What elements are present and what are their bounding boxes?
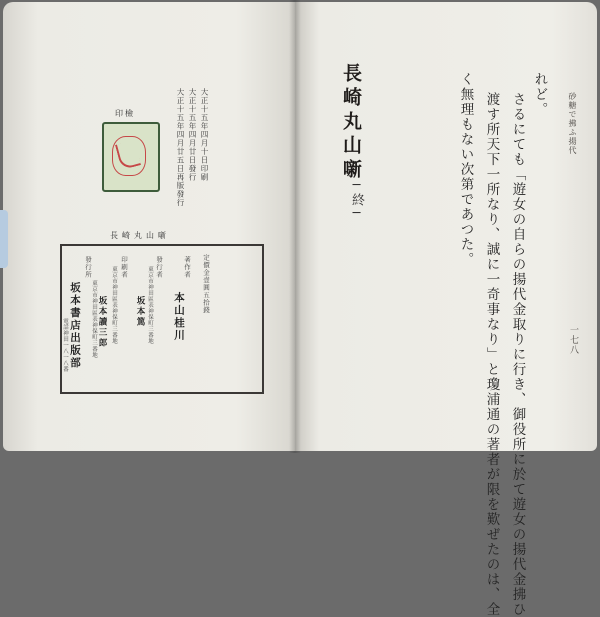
- issue-date: 大正十五年四月廿日發行: [188, 88, 197, 182]
- publishing-house-phone: 電話神田一八一八番: [62, 318, 68, 372]
- author-label: 著作者: [183, 256, 191, 279]
- author-name: 本山桂川: [173, 292, 185, 342]
- price: 定價金壹圓五拾錢: [202, 254, 210, 314]
- running-header: 砂糖で拂ふ揚代: [568, 92, 577, 155]
- publishing-house-name: 坂本書店出版部: [69, 282, 81, 370]
- body-line: く無理もない次第であつた。: [457, 72, 474, 267]
- page-number: 一七八: [568, 325, 578, 355]
- printer-address: 東京市神田區表神保町三番地: [111, 266, 117, 344]
- reprint-date: 大正十五年四月廿五日再版發行: [176, 88, 185, 207]
- body-line: れど。: [531, 72, 548, 117]
- publisher-name: 坂本篤: [135, 296, 145, 328]
- publisher-address: 東京市神田區表神保町三番地: [147, 266, 153, 344]
- publisher-label: 發行者: [155, 256, 163, 279]
- publishing-house-address: 東京市神田區表神保町三番地: [91, 280, 97, 358]
- book-gutter: [289, 0, 301, 453]
- print-date: 大正十五年四月十日印刷: [200, 88, 209, 182]
- body-line: 渡す所天下一所なり、誠に一奇事なり」と瓊浦通の著者が限を歎ぜたのは、全: [483, 92, 500, 617]
- blue-tab-marker: [0, 210, 8, 268]
- stamp-label: 印檢: [115, 109, 135, 118]
- section-title-end: ─終─: [349, 178, 364, 221]
- section-title: 長崎丸山噺: [340, 63, 362, 183]
- printer-name: 坂本讀三郎: [97, 296, 107, 349]
- printer-label: 印刷者: [120, 256, 128, 279]
- publishing-house-label: 發行所: [84, 256, 92, 279]
- body-line: さるにても「遊女の自らの揚代金取りに行き、御役所に於て遊女の揚代金拂ひ: [509, 92, 526, 617]
- colophon-title: 長崎丸山噺: [110, 231, 170, 240]
